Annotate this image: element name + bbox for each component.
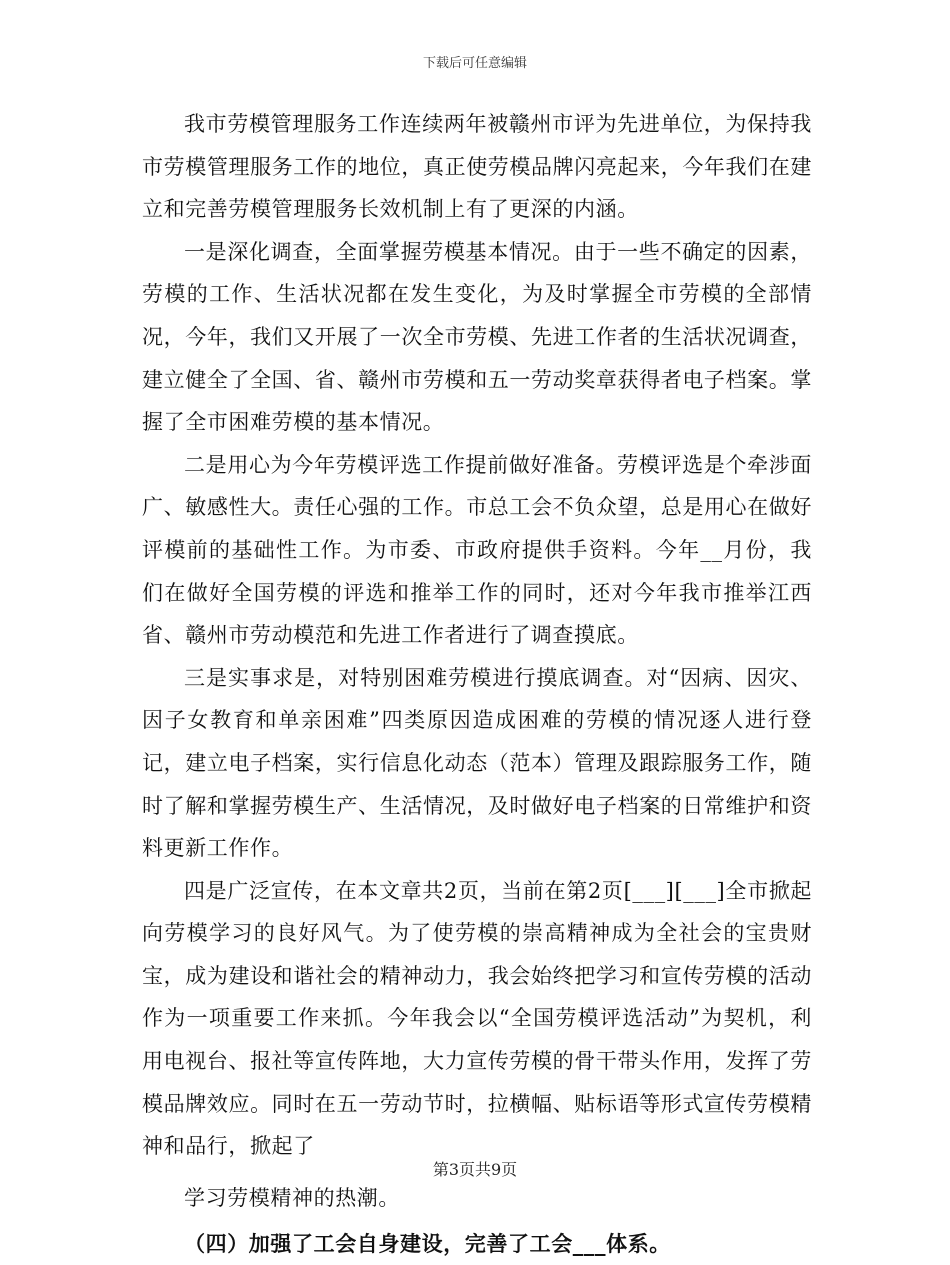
page-number-footer: 第3页共9页 [432, 1160, 518, 1179]
paragraph-point-one: 一是深化调查，全面掌握劳模基本情况。由于一些不确定的因素，劳模的工作、生活状况都在发生变化，为及时掌握全市劳模的全部情况，今年，我们又开展了一次全市劳模、先进工作者的生活状况调查，建立健全了全国、省、赣州市劳模和五一劳动奖章获得者电子档案。掌握了全市困难劳模的基本情况。 [142, 239, 812, 435]
document-body [142, 103, 812, 1265]
paragraph-tail: 学习劳模精神的热潮。 [184, 1185, 400, 1210]
section-heading: （四）加强了工会自身建设，完善了工会___体系。 [184, 1231, 671, 1257]
paragraph-point-two: 二是用心为今年劳模评选工作提前做好准备。劳模评选是个牵涉面广、敏感性大。责任心强的工作。市总工会不负众望，总是用心在做好评模前的基础性工作。为市委、市政府提供手资料。今年__月份，我们在做好全国劳模的评选和推举工作的同时，还对今年我市推举江西省、赣州市劳动模范和先进工作者进行了调查摸底。 [142, 452, 812, 648]
page-header: 下载后可任意编辑 [422, 56, 527, 71]
paragraph-point-three: 三是实事求是，对特别困难劳模进行摸底调查。对“因病、因灾、因子女教育和单亲困难”四类原因造成困难的劳模的情况逐人进行登记，建立电子档案，实行信息化动态（范本）管理及跟踪服务工作，随时了解和掌握劳模生产、生活情况，及时做好电子档案的日常维护和资料更新工作作。 [142, 665, 812, 861]
paragraph-intro: 我市劳模管理服务工作连续两年被赣州市评为先进单位，为保持我市劳模管理服务工作的地位，真正使劳模品牌闪亮起来，今年我们在建立和完善劳模管理服务长效机制上有了更深的内涵。 [142, 112, 812, 222]
paragraph-point-four: 四是广泛宣传，在本文章共2页，当前在第2页[___][___]全市掀起向劳模学习的良好风气。为了使劳模的崇高精神成为全社会的宝贵财宝，成为建设和谐社会的精神动力，我会始终把学习和宣传劳模的活动作为一项重要工作来抓。今年我会以“全国劳模评选活动”为契机，利用电视台、报社等宣传阵地，大力宣传劳模的骨干带头作用，发挥了劳模品牌效应。同时在五一劳动节时，拉横幅、贴标语等形式宣传劳模精神和品行，掀起了 [142, 878, 812, 1159]
